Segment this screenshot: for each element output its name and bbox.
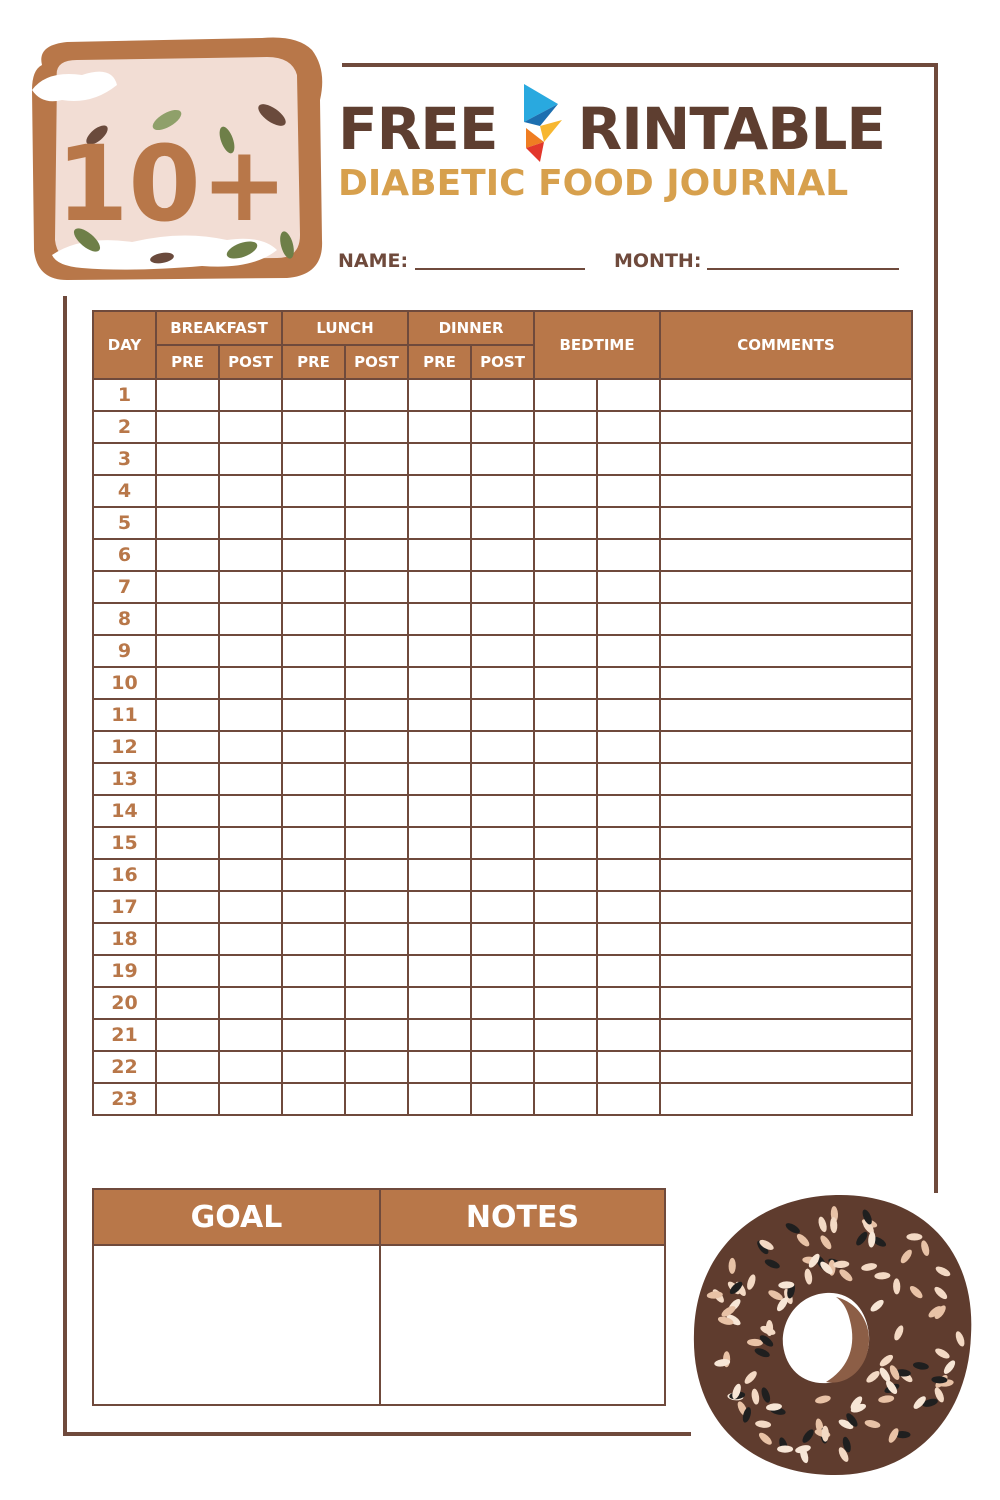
reading-cell[interactable] xyxy=(471,923,534,955)
reading-cell[interactable] xyxy=(408,699,471,731)
title-main xyxy=(338,95,886,163)
reading-cell[interactable] xyxy=(471,699,534,731)
reading-cell[interactable] xyxy=(597,667,660,699)
day-number: 13 xyxy=(93,763,156,795)
month-label: MONTH: xyxy=(614,250,702,272)
reading-cell[interactable] xyxy=(534,699,597,731)
reading-cell[interactable] xyxy=(408,443,471,475)
table-row xyxy=(93,539,912,571)
reading-cell[interactable] xyxy=(534,475,597,507)
reading-cell[interactable] xyxy=(471,859,534,891)
reading-cell[interactable] xyxy=(156,699,219,731)
table-row xyxy=(93,699,912,731)
glucose-log-table xyxy=(92,310,913,1116)
reading-cell[interactable] xyxy=(534,795,597,827)
table-row xyxy=(93,1019,912,1051)
table-row xyxy=(93,827,912,859)
reading-cell[interactable] xyxy=(156,571,219,603)
day-number: 8 xyxy=(93,603,156,635)
comments-header: COMMENTS xyxy=(660,311,912,379)
reading-cell[interactable] xyxy=(534,507,597,539)
goal-header: GOAL xyxy=(94,1190,379,1246)
comments-cell[interactable] xyxy=(660,795,912,827)
day-number: 9 xyxy=(93,635,156,667)
reading-cell[interactable] xyxy=(471,379,534,411)
reading-cell[interactable] xyxy=(408,827,471,859)
reading-cell[interactable] xyxy=(597,411,660,443)
day-number: 3 xyxy=(93,443,156,475)
name-label: NAME: xyxy=(338,250,409,272)
reading-cell[interactable] xyxy=(597,955,660,987)
reading-cell[interactable] xyxy=(534,1083,597,1115)
reading-cell[interactable] xyxy=(219,603,282,635)
notes-box[interactable] xyxy=(379,1188,666,1406)
reading-cell[interactable] xyxy=(408,955,471,987)
comments-cell[interactable] xyxy=(660,987,912,1019)
table-row xyxy=(93,955,912,987)
day-number: 17 xyxy=(93,891,156,923)
reading-cell[interactable] xyxy=(534,1051,597,1083)
reading-cell[interactable] xyxy=(345,571,408,603)
log-table-body xyxy=(93,379,912,1115)
table-row xyxy=(93,987,912,1019)
reading-cell[interactable] xyxy=(408,731,471,763)
day-number: 7 xyxy=(93,571,156,603)
reading-cell[interactable] xyxy=(282,1051,345,1083)
reading-cell[interactable] xyxy=(219,795,282,827)
reading-cell[interactable] xyxy=(408,635,471,667)
printable-logo-icon xyxy=(520,82,566,164)
comments-cell[interactable] xyxy=(660,475,912,507)
reading-cell[interactable] xyxy=(597,859,660,891)
reading-cell[interactable] xyxy=(282,731,345,763)
reading-cell[interactable] xyxy=(471,763,534,795)
reading-cell[interactable] xyxy=(219,955,282,987)
table-row xyxy=(93,1083,912,1115)
reading-cell[interactable] xyxy=(282,795,345,827)
reading-cell[interactable] xyxy=(534,539,597,571)
reading-cell[interactable] xyxy=(219,923,282,955)
reading-cell[interactable] xyxy=(156,891,219,923)
reading-cell[interactable] xyxy=(408,1083,471,1115)
reading-cell[interactable] xyxy=(597,1083,660,1115)
reading-cell[interactable] xyxy=(534,859,597,891)
day-header: DAY xyxy=(93,311,156,379)
reading-cell[interactable] xyxy=(408,763,471,795)
frame-bottom-line xyxy=(63,1432,691,1436)
reading-cell[interactable] xyxy=(219,987,282,1019)
reading-cell[interactable] xyxy=(282,827,345,859)
reading-cell[interactable] xyxy=(282,955,345,987)
reading-cell[interactable] xyxy=(345,507,408,539)
reading-cell[interactable] xyxy=(597,635,660,667)
reading-cell[interactable] xyxy=(282,1019,345,1051)
comments-cell[interactable] xyxy=(660,379,912,411)
reading-cell[interactable] xyxy=(471,1019,534,1051)
reading-cell[interactable] xyxy=(471,827,534,859)
table-row xyxy=(93,923,912,955)
reading-cell[interactable] xyxy=(219,763,282,795)
reading-cell[interactable] xyxy=(471,539,534,571)
reading-cell[interactable] xyxy=(471,987,534,1019)
reading-cell[interactable] xyxy=(345,955,408,987)
reading-cell[interactable] xyxy=(597,795,660,827)
comments-cell[interactable] xyxy=(660,891,912,923)
reading-cell[interactable] xyxy=(345,699,408,731)
reading-cell[interactable] xyxy=(534,987,597,1019)
reading-cell[interactable] xyxy=(282,891,345,923)
day-number: 4 xyxy=(93,475,156,507)
day-number: 2 xyxy=(93,411,156,443)
reading-cell[interactable] xyxy=(408,1051,471,1083)
reading-cell[interactable] xyxy=(219,1051,282,1083)
reading-cell[interactable] xyxy=(282,859,345,891)
lunch-post-header: POST xyxy=(345,345,408,379)
reading-cell[interactable] xyxy=(597,731,660,763)
table-row xyxy=(93,763,912,795)
table-row xyxy=(93,603,912,635)
reading-cell[interactable] xyxy=(408,539,471,571)
month-field[interactable] xyxy=(707,268,899,270)
sprinkle xyxy=(906,1233,922,1240)
reading-cell[interactable] xyxy=(471,891,534,923)
dinner-post-header: POST xyxy=(471,345,534,379)
reading-cell[interactable] xyxy=(408,1019,471,1051)
reading-cell[interactable] xyxy=(408,507,471,539)
reading-cell[interactable] xyxy=(345,635,408,667)
reading-cell[interactable] xyxy=(282,763,345,795)
reading-cell[interactable] xyxy=(219,827,282,859)
reading-cell[interactable] xyxy=(345,923,408,955)
reading-cell[interactable] xyxy=(597,699,660,731)
comments-cell[interactable] xyxy=(660,731,912,763)
reading-cell[interactable] xyxy=(534,603,597,635)
reading-cell[interactable] xyxy=(597,923,660,955)
reading-cell[interactable] xyxy=(282,475,345,507)
reading-cell[interactable] xyxy=(597,507,660,539)
table-row xyxy=(93,859,912,891)
frame-left-line xyxy=(63,296,67,1436)
table-row xyxy=(93,411,912,443)
reading-cell[interactable] xyxy=(345,1051,408,1083)
comments-cell[interactable] xyxy=(660,507,912,539)
breakfast-header: BREAKFAST xyxy=(156,311,282,345)
reading-cell[interactable] xyxy=(471,603,534,635)
comments-cell[interactable] xyxy=(660,411,912,443)
reading-cell[interactable] xyxy=(345,379,408,411)
reading-cell[interactable] xyxy=(156,475,219,507)
reading-cell[interactable] xyxy=(219,1019,282,1051)
reading-cell[interactable] xyxy=(219,539,282,571)
reading-cell[interactable] xyxy=(345,731,408,763)
reading-cell[interactable] xyxy=(597,1019,660,1051)
reading-cell[interactable] xyxy=(408,379,471,411)
reading-cell[interactable] xyxy=(219,1083,282,1115)
reading-cell[interactable] xyxy=(345,539,408,571)
reading-cell[interactable] xyxy=(219,731,282,763)
reading-cell[interactable] xyxy=(534,923,597,955)
reading-cell[interactable] xyxy=(597,571,660,603)
reading-cell[interactable] xyxy=(597,827,660,859)
reading-cell[interactable] xyxy=(345,475,408,507)
reading-cell[interactable] xyxy=(534,411,597,443)
reading-cell[interactable] xyxy=(156,1019,219,1051)
comments-cell[interactable] xyxy=(660,699,912,731)
reading-cell[interactable] xyxy=(471,411,534,443)
notes-header: NOTES xyxy=(381,1190,664,1246)
reading-cell[interactable] xyxy=(219,411,282,443)
reading-cell[interactable] xyxy=(534,827,597,859)
reading-cell[interactable] xyxy=(345,859,408,891)
reading-cell[interactable] xyxy=(219,571,282,603)
sprinkle xyxy=(777,1446,793,1453)
reading-cell[interactable] xyxy=(408,795,471,827)
comments-cell[interactable] xyxy=(660,763,912,795)
reading-cell[interactable] xyxy=(471,443,534,475)
reading-cell[interactable] xyxy=(345,891,408,923)
comments-cell[interactable] xyxy=(660,955,912,987)
reading-cell[interactable] xyxy=(282,635,345,667)
reading-cell[interactable] xyxy=(219,667,282,699)
reading-cell[interactable] xyxy=(156,923,219,955)
reading-cell[interactable] xyxy=(534,731,597,763)
comments-cell[interactable] xyxy=(660,443,912,475)
reading-cell[interactable] xyxy=(282,379,345,411)
reading-cell[interactable] xyxy=(282,443,345,475)
table-row xyxy=(93,635,912,667)
reading-cell[interactable] xyxy=(156,987,219,1019)
goal-box[interactable] xyxy=(92,1188,381,1406)
reading-cell[interactable] xyxy=(597,443,660,475)
reading-cell[interactable] xyxy=(471,635,534,667)
reading-cell[interactable] xyxy=(282,571,345,603)
reading-cell[interactable] xyxy=(534,571,597,603)
table-row xyxy=(93,507,912,539)
reading-cell[interactable] xyxy=(597,987,660,1019)
reading-cell[interactable] xyxy=(597,379,660,411)
day-number: 12 xyxy=(93,731,156,763)
day-number: 18 xyxy=(93,923,156,955)
reading-cell[interactable] xyxy=(219,891,282,923)
toast-illustration xyxy=(22,30,332,285)
table-row xyxy=(93,795,912,827)
comments-cell[interactable] xyxy=(660,923,912,955)
reading-cell[interactable] xyxy=(156,507,219,539)
reading-cell[interactable] xyxy=(282,411,345,443)
day-number: 16 xyxy=(93,859,156,891)
day-number: 5 xyxy=(93,507,156,539)
name-field[interactable] xyxy=(415,268,585,270)
reading-cell[interactable] xyxy=(408,571,471,603)
reading-cell[interactable] xyxy=(534,955,597,987)
reading-cell[interactable] xyxy=(534,891,597,923)
reading-cell[interactable] xyxy=(219,475,282,507)
title-part1: FREE xyxy=(338,95,498,163)
reading-cell[interactable] xyxy=(156,539,219,571)
reading-cell[interactable] xyxy=(156,443,219,475)
reading-cell[interactable] xyxy=(219,379,282,411)
comments-cell[interactable] xyxy=(660,571,912,603)
reading-cell[interactable] xyxy=(471,1051,534,1083)
day-number: 22 xyxy=(93,1051,156,1083)
comments-cell[interactable] xyxy=(660,539,912,571)
reading-cell[interactable] xyxy=(282,987,345,1019)
reading-cell[interactable] xyxy=(282,923,345,955)
reading-cell[interactable] xyxy=(345,987,408,1019)
reading-cell[interactable] xyxy=(282,1083,345,1115)
reading-cell[interactable] xyxy=(345,795,408,827)
dinner-pre-header: PRE xyxy=(408,345,471,379)
title-subtitle: DIABETIC FOOD JOURNAL xyxy=(338,163,849,204)
reading-cell[interactable] xyxy=(156,1051,219,1083)
reading-cell[interactable] xyxy=(471,955,534,987)
reading-cell[interactable] xyxy=(408,859,471,891)
reading-cell[interactable] xyxy=(156,795,219,827)
reading-cell[interactable] xyxy=(534,763,597,795)
day-number: 15 xyxy=(93,827,156,859)
reading-cell[interactable] xyxy=(534,667,597,699)
reading-cell[interactable] xyxy=(156,859,219,891)
comments-cell[interactable] xyxy=(660,667,912,699)
reading-cell[interactable] xyxy=(219,507,282,539)
reading-cell[interactable] xyxy=(282,667,345,699)
bedtime-header: BEDTIME xyxy=(534,311,660,379)
comments-cell[interactable] xyxy=(660,827,912,859)
reading-cell[interactable] xyxy=(408,411,471,443)
table-row xyxy=(93,891,912,923)
breakfast-pre-header: PRE xyxy=(156,345,219,379)
reading-cell[interactable] xyxy=(471,475,534,507)
reading-cell[interactable] xyxy=(282,699,345,731)
reading-cell[interactable] xyxy=(156,603,219,635)
reading-cell[interactable] xyxy=(408,667,471,699)
reading-cell[interactable] xyxy=(534,1019,597,1051)
comments-cell[interactable] xyxy=(660,635,912,667)
reading-cell[interactable] xyxy=(156,1083,219,1115)
reading-cell[interactable] xyxy=(156,379,219,411)
lunch-pre-header: PRE xyxy=(282,345,345,379)
reading-cell[interactable] xyxy=(282,539,345,571)
day-number: 11 xyxy=(93,699,156,731)
reading-cell[interactable] xyxy=(408,987,471,1019)
day-number: 23 xyxy=(93,1083,156,1115)
reading-cell[interactable] xyxy=(471,667,534,699)
day-number: 14 xyxy=(93,795,156,827)
comments-cell[interactable] xyxy=(660,603,912,635)
table-row xyxy=(93,1051,912,1083)
reading-cell[interactable] xyxy=(282,507,345,539)
comments-cell[interactable] xyxy=(660,859,912,891)
table-row xyxy=(93,571,912,603)
reading-cell[interactable] xyxy=(408,475,471,507)
reading-cell[interactable] xyxy=(345,827,408,859)
reading-cell[interactable] xyxy=(219,443,282,475)
reading-cell[interactable] xyxy=(156,667,219,699)
comments-cell[interactable] xyxy=(660,1019,912,1051)
reading-cell[interactable] xyxy=(345,667,408,699)
breakfast-post-header: POST xyxy=(219,345,282,379)
reading-cell[interactable] xyxy=(471,731,534,763)
day-number: 21 xyxy=(93,1019,156,1051)
reading-cell[interactable] xyxy=(345,1083,408,1115)
reading-cell[interactable] xyxy=(156,827,219,859)
reading-cell[interactable] xyxy=(345,443,408,475)
reading-cell[interactable] xyxy=(156,635,219,667)
reading-cell[interactable] xyxy=(597,539,660,571)
title-part2: RINTABLE xyxy=(577,95,886,163)
reading-cell[interactable] xyxy=(408,603,471,635)
reading-cell[interactable] xyxy=(597,891,660,923)
day-number: 1 xyxy=(93,379,156,411)
lunch-header: LUNCH xyxy=(282,311,408,345)
reading-cell[interactable] xyxy=(345,1019,408,1051)
reading-cell[interactable] xyxy=(471,571,534,603)
reading-cell[interactable] xyxy=(597,603,660,635)
badge-text: 10+ xyxy=(56,123,288,245)
reading-cell[interactable] xyxy=(282,603,345,635)
reading-cell[interactable] xyxy=(597,475,660,507)
table-row xyxy=(93,731,912,763)
reading-cell[interactable] xyxy=(156,763,219,795)
reading-cell[interactable] xyxy=(534,635,597,667)
donut-illustration xyxy=(686,1185,986,1485)
day-number: 20 xyxy=(93,987,156,1019)
frame-top-line xyxy=(342,63,938,67)
reading-cell[interactable] xyxy=(408,923,471,955)
reading-cell[interactable] xyxy=(156,411,219,443)
reading-cell[interactable] xyxy=(156,955,219,987)
table-row xyxy=(93,379,912,411)
frame-right-line xyxy=(934,63,938,1193)
reading-cell[interactable] xyxy=(345,411,408,443)
table-row xyxy=(93,443,912,475)
reading-cell[interactable] xyxy=(471,1083,534,1115)
dinner-header: DINNER xyxy=(408,311,534,345)
reading-cell[interactable] xyxy=(471,795,534,827)
day-number: 19 xyxy=(93,955,156,987)
reading-cell[interactable] xyxy=(408,891,471,923)
reading-cell[interactable] xyxy=(534,379,597,411)
comments-cell[interactable] xyxy=(660,1051,912,1083)
reading-cell[interactable] xyxy=(219,859,282,891)
comments-cell[interactable] xyxy=(660,1083,912,1115)
reading-cell[interactable] xyxy=(219,699,282,731)
day-number: 10 xyxy=(93,667,156,699)
reading-cell[interactable] xyxy=(345,603,408,635)
reading-cell[interactable] xyxy=(534,443,597,475)
day-number: 6 xyxy=(93,539,156,571)
reading-cell[interactable] xyxy=(156,731,219,763)
reading-cell[interactable] xyxy=(597,763,660,795)
table-row xyxy=(93,475,912,507)
reading-cell[interactable] xyxy=(219,635,282,667)
reading-cell[interactable] xyxy=(471,507,534,539)
reading-cell[interactable] xyxy=(345,763,408,795)
reading-cell[interactable] xyxy=(597,1051,660,1083)
table-row xyxy=(93,667,912,699)
